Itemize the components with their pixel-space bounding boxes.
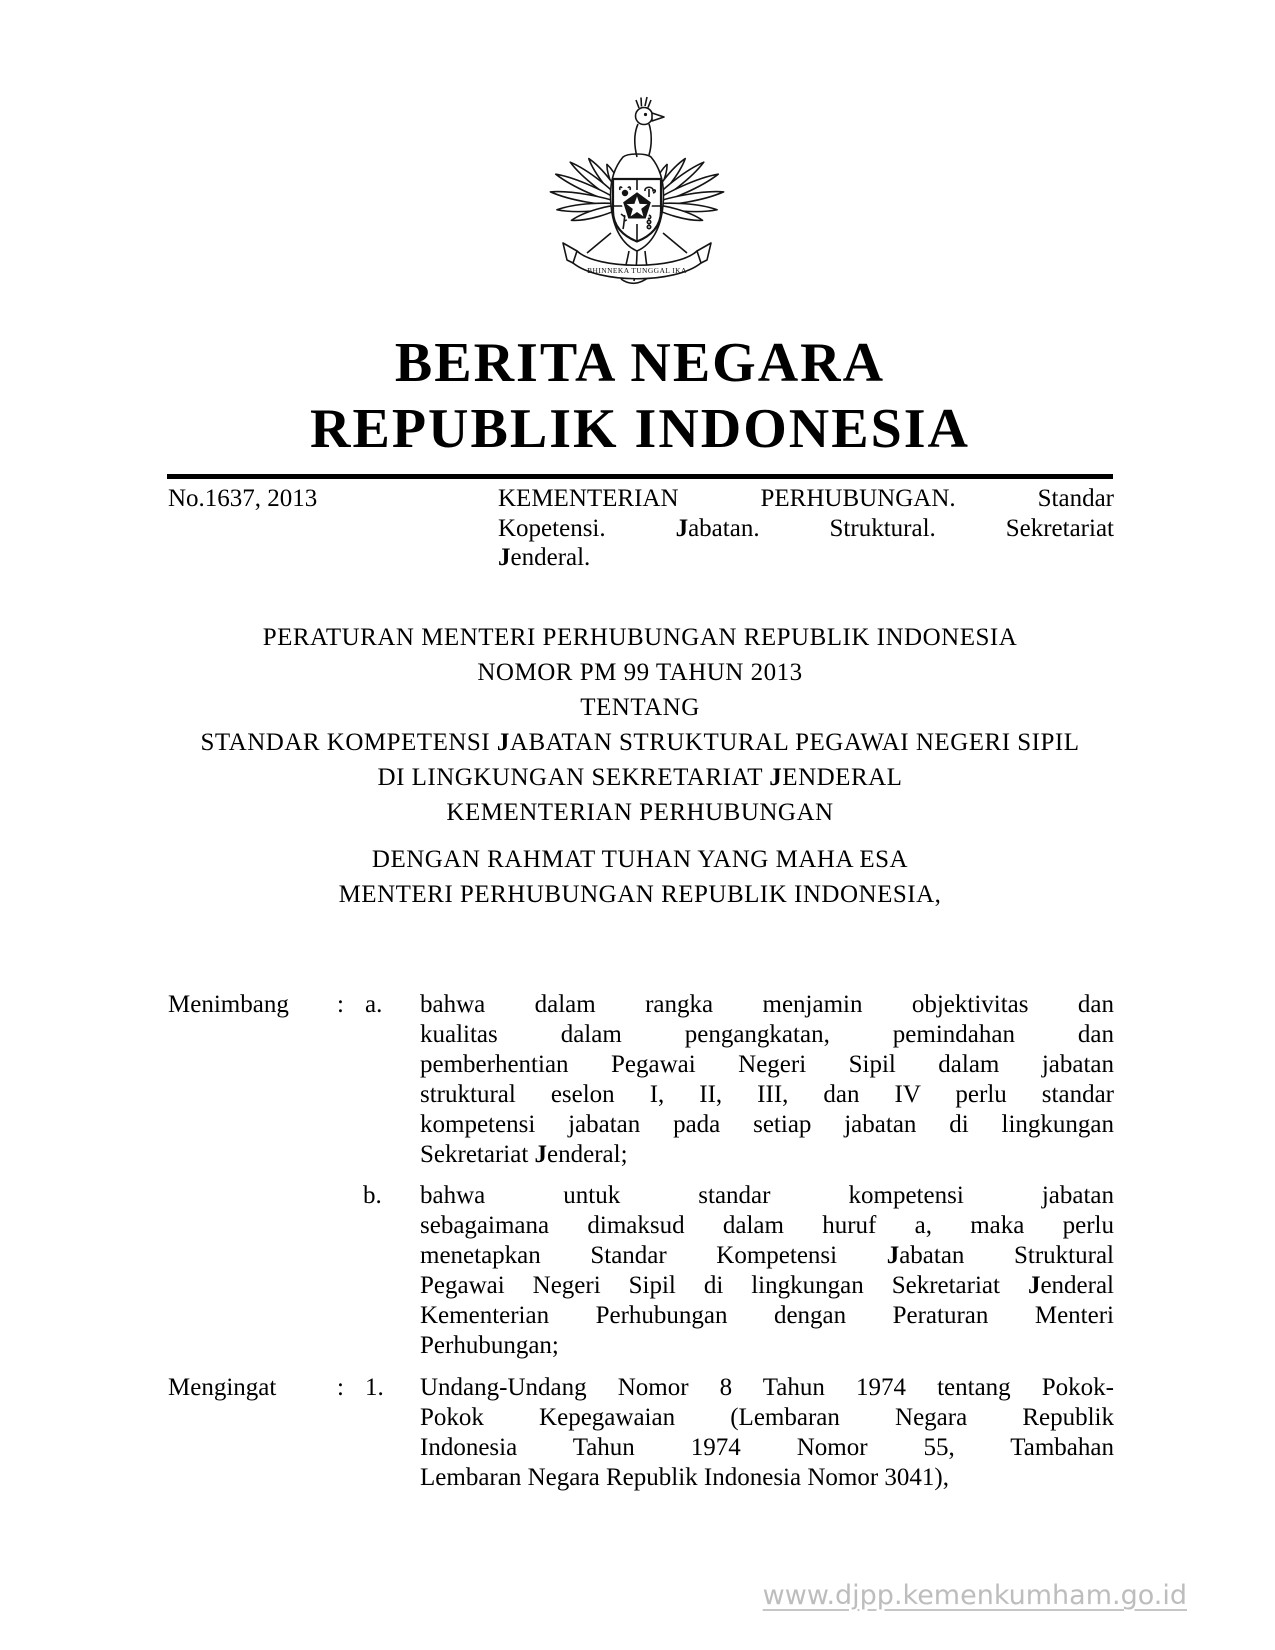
consideration-item-a: bahwa dalam rangka menjamin objektivitas dan kualitas dalam pengangkatan, pemindahan dan pemberhentian Pegawai Negeri Sipil dalam jabatan struktural eselon I, II, III, dan IV perlu standar kompetensi jabatan pada setiap jabatan di lingkungan Sekretariat Jenderal; [420,991,1114,1168]
eagle-head-icon [635,97,664,157]
considerations-label: Menimbang [168,991,289,1018]
masthead-line1: BERITA NEGARA [394,332,886,394]
watermark-link[interactable]: www.djpp.kemenkumham.go.id [762,1580,1187,1611]
legal-basis-item-marker: 1. [365,1374,384,1401]
masthead-rule [167,474,1113,479]
considerations-colon: : [337,991,344,1018]
garuda-pancasila-emblem [549,93,725,290]
motto-text: BHINNEKA TUNGGAL IKA [587,266,687,275]
regulation-title-block: PERATURAN MENTERI PERHUBUNGAN REPUBLIK INDONESIA NOMOR PM 99 TAHUN 2013 TENTANG STANDAR KOMPETENSI JABATAN STRUKTURAL PEGAWAI NEGERI SIPIL DI LINGKUNGAN SEKRETARIAT JENDERAL KEMENTERIAN PERHUBUNGAN [200,624,1080,826]
legal-basis-label: Mengingat [168,1374,277,1401]
masthead-title [167,330,1113,462]
legal-basis-colon: : [337,1374,344,1401]
gazette-number: No.1637, 2013 [168,485,318,512]
shield-icon [613,179,661,242]
masthead-line2: REPUBLIK INDONESIA [310,398,970,460]
consideration-item-marker: b. [363,1182,382,1209]
legal-basis-item-1: Undang-Undang Nomor 8 Tahun 1974 tentang Pokok- Pokok Kepegawaian (Lembaran Negara Republik Indonesia Tahun 1974 Nomor 55, Tambahan Lembaran Negara Republik Indonesia Nomor 3041), [420,1374,1114,1491]
preamble-block: DENGAN RAHMAT TUHAN YANG MAHA ESA MENTERI PERHUBUNGAN REPUBLIK INDONESIA, [338,846,942,908]
subject-index-block: KEMENTERIAN PERHUBUNGAN. Standar Kopetensi. Jabatan. Struktural. Sekretariat Jenderal. [498,485,1114,571]
consideration-item-marker: a. [365,991,383,1018]
consideration-item-b: bahwa untuk standar kompetensi jabatan sebagaimana dimaksud dalam huruf a, maka perlu menetapkan Standar Kompetensi Jabatan Struktural Pegawai Negeri Sipil di lingkungan Sekretariat Jenderal Kementerian Perhubungan dengan Peraturan Menteri Perhubungan; [420,1182,1114,1359]
